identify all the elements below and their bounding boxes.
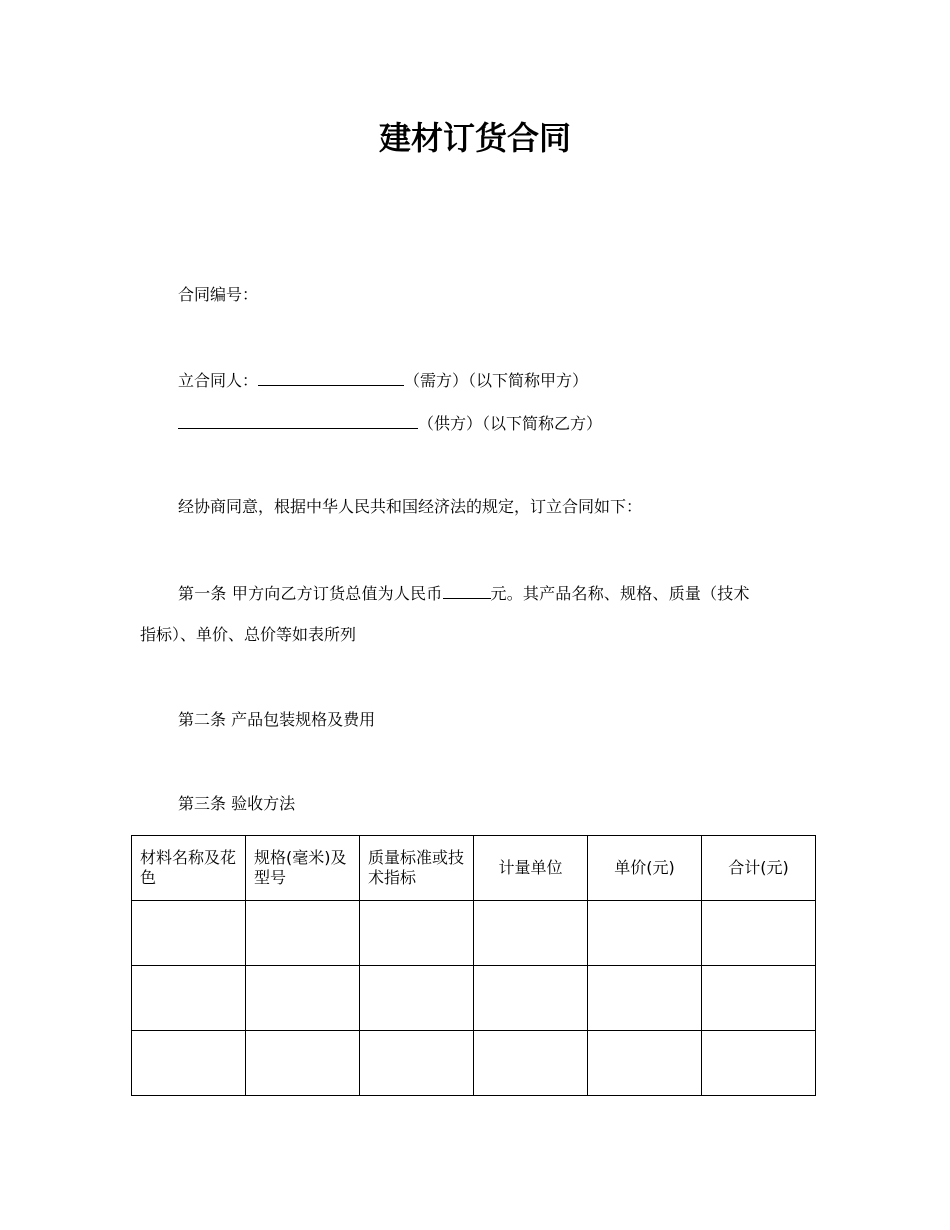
- table-cell[interactable]: [360, 966, 474, 1031]
- article-1-text: 第一条 甲方向乙方订货总值为人民币: [178, 584, 443, 603]
- table-row: [132, 966, 816, 1031]
- contract-number-label: 合同编号：: [178, 285, 259, 304]
- party-a-blank[interactable]: [258, 369, 404, 386]
- preamble: 经协商同意，根据中华人民共和国经济法的规定，订立合同如下：: [178, 497, 643, 516]
- table-cell[interactable]: [132, 901, 246, 966]
- table-cell[interactable]: [588, 966, 702, 1031]
- order-table: [131, 835, 816, 1096]
- party-a-line: [178, 369, 588, 391]
- header-cell: 质量标准或技术指标: [360, 836, 474, 901]
- table-cell[interactable]: [702, 901, 816, 966]
- table-cell[interactable]: [360, 901, 474, 966]
- document-title: 建材订货合同: [378, 119, 571, 157]
- article-1-text-cont: 元。其产品名称、规格、质量（技术: [490, 584, 750, 603]
- party-b-blank[interactable]: [178, 412, 418, 429]
- article-1-line: [178, 582, 750, 604]
- table-cell[interactable]: [702, 1031, 816, 1096]
- table-cell[interactable]: [702, 966, 816, 1031]
- header-cell: 合计(元): [702, 836, 816, 901]
- header-cell: 规格(毫米)及型号: [246, 836, 360, 901]
- header-cell: 计量单位: [474, 836, 588, 901]
- party-a-suffix: （需方）（以下简称甲方）: [404, 371, 589, 390]
- table-header-row: [132, 836, 816, 901]
- table-cell[interactable]: [246, 901, 360, 966]
- article-3: 第三条 验收方法: [178, 794, 296, 813]
- table-cell[interactable]: [588, 901, 702, 966]
- table-cell[interactable]: [474, 901, 588, 966]
- table-row: [132, 1031, 816, 1096]
- article-1-line-2: 指标）、单价、总价等如表所列: [140, 625, 357, 644]
- header-cell: 材料名称及花色: [132, 836, 246, 901]
- table-row: [132, 901, 816, 966]
- article-2: 第二条 产品包装规格及费用: [178, 710, 376, 729]
- header-cell: 单价(元): [588, 836, 702, 901]
- party-label: 立合同人：: [178, 371, 259, 390]
- party-b-suffix: （供方）（以下简称乙方）: [418, 414, 603, 433]
- table-cell[interactable]: [246, 966, 360, 1031]
- table-cell[interactable]: [474, 966, 588, 1031]
- amount-blank[interactable]: [443, 582, 491, 599]
- table-cell[interactable]: [132, 966, 246, 1031]
- table-cell[interactable]: [474, 1031, 588, 1096]
- party-b-line: [178, 412, 602, 434]
- table-cell[interactable]: [360, 1031, 474, 1096]
- table-cell[interactable]: [246, 1031, 360, 1096]
- table-cell[interactable]: [132, 1031, 246, 1096]
- table-cell[interactable]: [588, 1031, 702, 1096]
